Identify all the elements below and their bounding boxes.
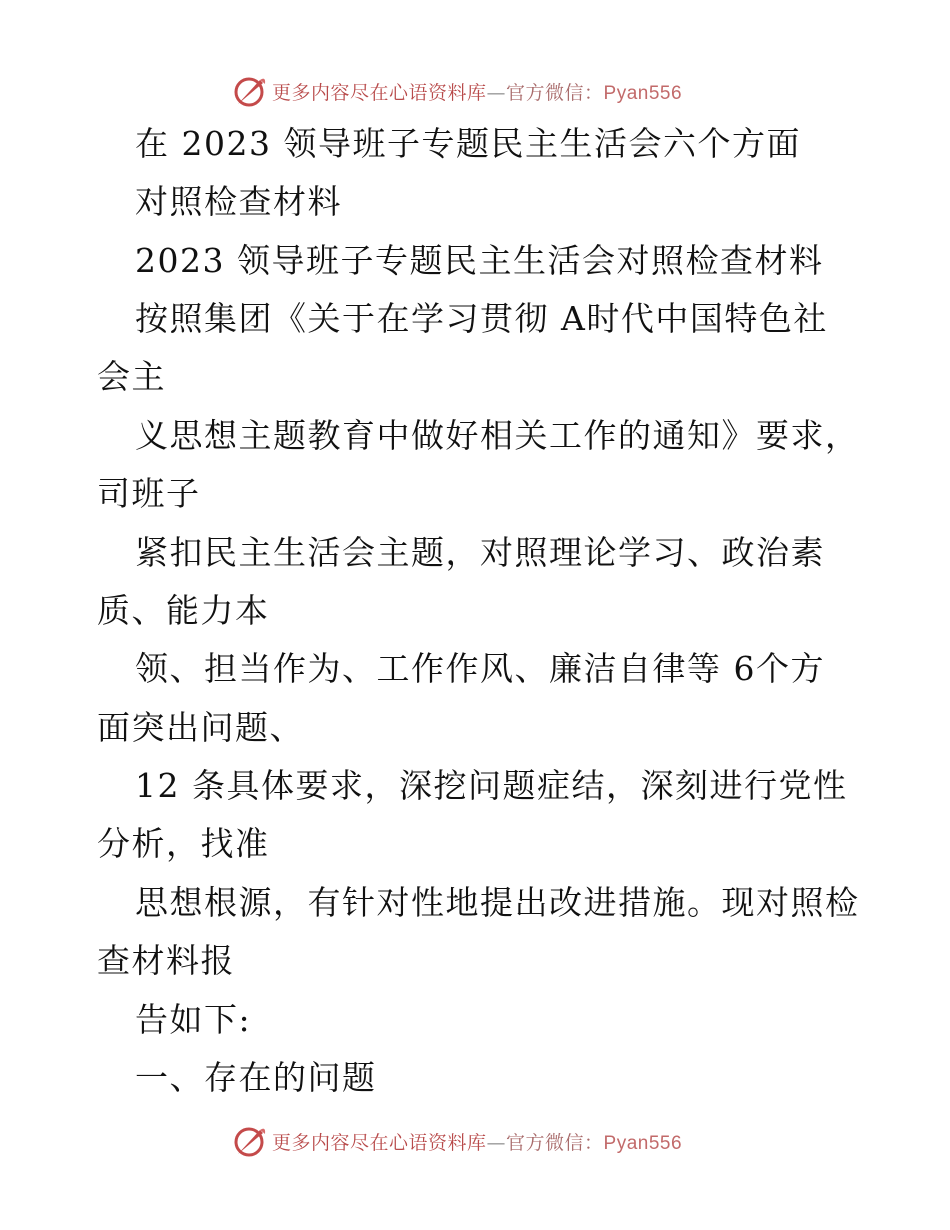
watermark-text	[272, 1128, 682, 1155]
text-line: 在 2023 领导班子专题民主生活会六个方面	[135, 124, 801, 163]
text-line: 会主	[97, 357, 166, 396]
text-line: 紧扣民主生活会主题，对照理论学习、政治素	[135, 533, 825, 572]
text-line: 司班子	[97, 474, 201, 513]
text-line: 告如下:	[135, 1000, 252, 1039]
text-line: 分析，找准	[97, 824, 270, 863]
text-line: 对照检查材料	[135, 182, 342, 221]
watermark-text	[272, 78, 682, 105]
text-line: 2023 领导班子专题民主生活会对照检查材料	[135, 241, 824, 280]
watermark-brand: 更多内容尽在心语资料库	[272, 81, 487, 104]
watermark-separator: —	[486, 81, 507, 104]
text-line: 12 条具体要求，深挖问题症结，深刻进行党性	[135, 766, 848, 805]
watermark-wechat-id: Pyan556	[603, 82, 683, 104]
text-line: 义思想主题教育中做好相关工作的通知》要求，	[135, 416, 860, 455]
watermark-separator: —	[486, 1131, 507, 1154]
text-line: 按照集团《关于在学习贯彻 A时代中国特色社	[135, 299, 828, 338]
quill-logo-icon	[232, 1124, 268, 1158]
text-line: 质、能力本	[97, 591, 270, 630]
watermark-brand: 更多内容尽在心语资料库	[272, 1131, 487, 1154]
watermark-official-label: 官方微信：	[506, 81, 604, 104]
quill-logo-icon	[232, 74, 268, 108]
watermark-wechat-id: Pyan556	[603, 1132, 683, 1154]
watermark-header	[232, 74, 682, 108]
text-line: 领、担当作为、工作作风、廉洁自律等 6个方	[135, 649, 825, 688]
text-line: 思想根源，有针对性地提出改进措施。现对照检	[135, 883, 860, 922]
text-line: 面突出问题、	[97, 708, 304, 747]
watermark-footer	[232, 1124, 682, 1158]
watermark-official-label: 官方微信：	[506, 1131, 604, 1154]
text-line: 查材料报	[97, 941, 235, 980]
text-line: 一、存在的问题	[135, 1058, 377, 1097]
